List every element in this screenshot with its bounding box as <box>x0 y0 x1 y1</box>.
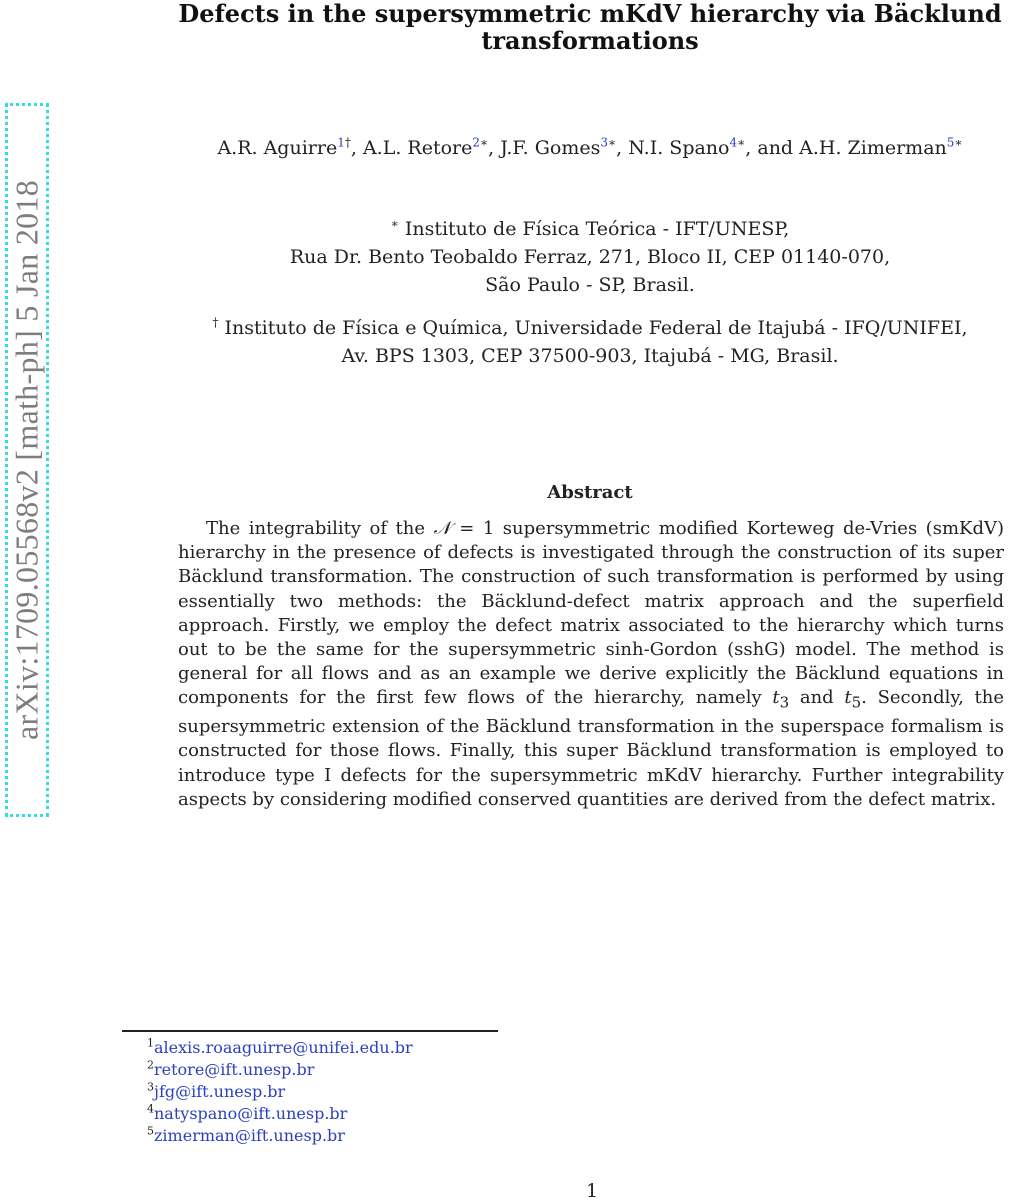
math-variable: t <box>844 687 852 709</box>
affiliation-line: Rua Dr. Bento Teobaldo Ferraz, 271, Bloco II, CEP 01140-070, <box>289 246 891 268</box>
footnote-number: 4 <box>147 1102 154 1116</box>
author-separator: , <box>616 137 629 159</box>
author-separator: , <box>350 137 363 159</box>
footnote-number: 2 <box>147 1058 154 1072</box>
affiliation-ift-unesp <box>150 215 1029 299</box>
footnote-email-link[interactable]: zimerman@ift.unesp.br <box>154 1126 345 1145</box>
author-footnote-link[interactable]: 1 <box>337 135 345 150</box>
footnote-number: 1 <box>147 1036 154 1050</box>
math-symbol: 𝒩 <box>433 518 451 539</box>
footnote-item <box>147 1081 413 1103</box>
footnote-email-link[interactable]: retore@ift.unesp.br <box>154 1060 315 1079</box>
footnote-divider <box>122 1030 498 1032</box>
affiliation-mark: ∗ <box>390 216 399 231</box>
title-line-1: Defects in the supersymmetric mKdV hierarchy via Bäcklund <box>178 0 1002 28</box>
footnote-email-link[interactable]: alexis.roaaguirre@unifei.edu.br <box>154 1038 413 1057</box>
author-footnote-link[interactable]: 2 <box>472 135 480 150</box>
author-affil-mark: † <box>344 135 351 150</box>
math-variable: t <box>772 687 780 709</box>
affiliation-line: Instituto de Física Teórica - IFT/UNESP, <box>404 218 790 240</box>
author-affil-mark: ∗ <box>954 135 963 150</box>
author-footnote-link[interactable]: 3 <box>600 135 609 150</box>
arxiv-stamp[interactable]: arXiv:1709.05568v2 [math-ph] 5 Jan 2018 <box>8 179 45 741</box>
abstract-text: = 1 supersymmetric modified Korteweg de-Vries (smKdV) hierarchy in the presence of defects is investigated through the construction of its super Bäcklund transformation. The construction of such transformation is performed by using essentially two methods: the Bäcklund-defect matrix approach and the superfield approach. Firstly, we employ the defect matrix associated to the hierarchy which turns out to be the same for the supersymmetric sinh-Gordon (sshG) model. The method is general for all flows and as an example we derive explicitly the Bäcklund equations in components for the first few flows of the hierarchy, namely <box>178 518 1005 709</box>
author-name: A.L. Retore <box>362 137 473 159</box>
page-number: 1 <box>586 1180 599 1202</box>
author-name: A.R. Aguirre <box>217 137 338 159</box>
math-subscript: 5 <box>851 694 862 713</box>
affiliation-mark: † <box>212 315 219 330</box>
math-subscript: 3 <box>779 694 790 713</box>
footnote-email-link[interactable]: jfg@ift.unesp.br <box>154 1082 286 1101</box>
abstract-text: and <box>789 687 845 709</box>
footnote-item <box>147 1037 413 1059</box>
affiliation-line: São Paulo - SP, Brasil. <box>485 274 695 296</box>
author-affil-mark: ∗ <box>608 135 617 150</box>
abstract-text: . Secondly, the supersymmetric extension of the Bäcklund transformation in the superspace formalism is constructed for those flows. Finally, this super Bäcklund transformation is employed to introduce type I defects for the supersymmetric mKdV hierarchy. Further integrability aspects by considering modified conserved quantities are derived from the defect matrix. <box>178 687 1005 810</box>
author-footnote-link[interactable]: 4 <box>729 135 738 150</box>
footnote-number: 3 <box>147 1080 154 1094</box>
footnote-item <box>147 1059 413 1081</box>
affiliation-line: Av. BPS 1303, CEP 37500-903, Itajubá - MG, Brasil. <box>341 345 839 367</box>
author-footnote-link[interactable]: 5 <box>946 135 955 150</box>
paper-title <box>130 0 1029 54</box>
author-affil-mark: ∗ <box>737 135 746 150</box>
abstract-body <box>178 517 1004 812</box>
footnotes <box>147 1037 413 1147</box>
footnote-item <box>147 1103 413 1125</box>
author-name: J.F. Gomes <box>500 137 601 159</box>
footnote-email-link[interactable]: natyspano@ift.unesp.br <box>154 1104 348 1123</box>
author-affil-mark: ∗ <box>480 135 489 150</box>
abstract-heading: Abstract <box>547 482 633 503</box>
title-line-2: transformations <box>481 26 699 55</box>
author-name: N.I. Spano <box>628 137 730 159</box>
author-separator: , <box>488 137 501 159</box>
author-name: A.H. Zimerman <box>799 137 947 159</box>
author-separator: , and <box>745 137 800 159</box>
footnote-number: 5 <box>147 1124 154 1138</box>
author-list <box>150 136 1029 160</box>
affiliation-ifq-unifei <box>150 314 1029 370</box>
footnote-item <box>147 1125 413 1147</box>
abstract-text: The integrability of the <box>206 518 434 539</box>
affiliation-line: Instituto de Física e Química, Universidade Federal de Itajubá - IFQ/UNIFEI, <box>224 317 968 339</box>
